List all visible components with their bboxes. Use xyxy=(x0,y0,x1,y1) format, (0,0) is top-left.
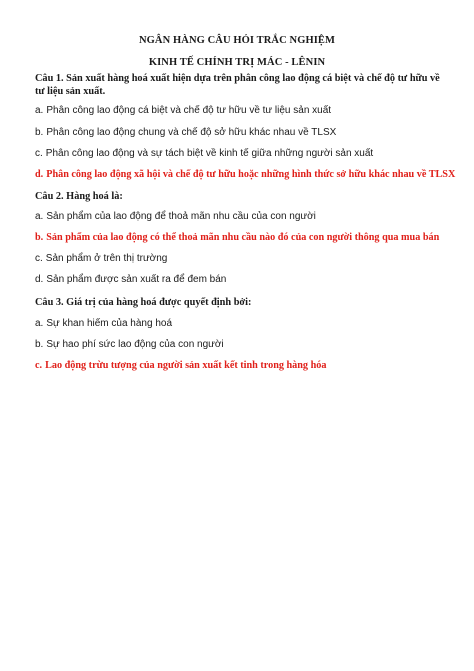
document-title: NGÂN HÀNG CÂU HỎI TRẮC NGHIỆM xyxy=(138,35,336,46)
option-letter: d. xyxy=(35,169,44,180)
option-3a xyxy=(35,318,447,330)
option-text: Sản phẩm của lao động để thoả mãn nhu cầu của con người xyxy=(46,211,316,222)
question-3: Câu 3. Giá trị của hàng hoá được quyết định bởi: xyxy=(35,297,252,308)
option-letter: c. xyxy=(35,360,43,371)
option-2a xyxy=(35,211,447,223)
option-letter: a. xyxy=(35,105,44,116)
option-letter: d. xyxy=(35,274,44,285)
option-2d xyxy=(35,274,447,286)
option-text: Phân công lao động chung và chế độ sở hữu khác nhau về TLSX xyxy=(46,127,337,138)
option-2b-correct xyxy=(35,232,447,244)
option-letter: a. xyxy=(35,211,44,222)
option-letter: a. xyxy=(35,318,44,329)
option-letter: c. xyxy=(35,253,43,264)
option-text: Phân công lao động cá biệt và chế độ tư hữu về tư liệu sản xuất xyxy=(46,105,332,116)
option-text: Sự hao phí sức lao động của con người xyxy=(46,339,224,350)
option-1d-correct xyxy=(35,169,456,181)
option-letter: b. xyxy=(35,232,44,243)
option-letter: b. xyxy=(35,127,44,138)
option-3b xyxy=(35,339,447,351)
option-text: Sản phẩm được sản xuất ra để đem bán xyxy=(46,274,227,285)
option-1c xyxy=(35,148,447,160)
option-1b xyxy=(35,127,447,139)
option-text: Sản phẩm ở trên thị trường xyxy=(45,253,168,264)
question-1: Câu 1. Sản xuất hàng hoá xuất hiện dựa trên phân công lao động cá biệt và chế độ tư hữu về tư liệu sản xuất. xyxy=(35,73,440,97)
option-2c xyxy=(35,253,447,265)
document-subject: KINH TẾ CHÍNH TRỊ MÁC - LÊNIN xyxy=(148,57,326,68)
option-1a xyxy=(35,105,447,117)
option-text: Lao động trừu tượng của người sản xuất kết tinh trong hàng hóa xyxy=(45,360,327,371)
option-text: Phân công lao động và sự tách biệt về kinh tế giữa những người sản xuất xyxy=(45,148,374,159)
option-3c-correct xyxy=(35,360,447,372)
option-text: Sự khan hiếm của hàng hoá xyxy=(46,318,173,329)
option-letter: c. xyxy=(35,148,43,159)
option-letter: b. xyxy=(35,339,44,350)
option-text: Sản phẩm của lao động có thể thoả mãn nhu cầu nào đó của con người thông qua mua bán xyxy=(46,232,440,243)
question-2: Câu 2. Hàng hoá là: xyxy=(35,191,123,202)
option-text: Phân công lao động xã hội và chế độ tư hữu hoặc những hình thức sở hữu khác nhau về TLSX xyxy=(46,169,456,180)
